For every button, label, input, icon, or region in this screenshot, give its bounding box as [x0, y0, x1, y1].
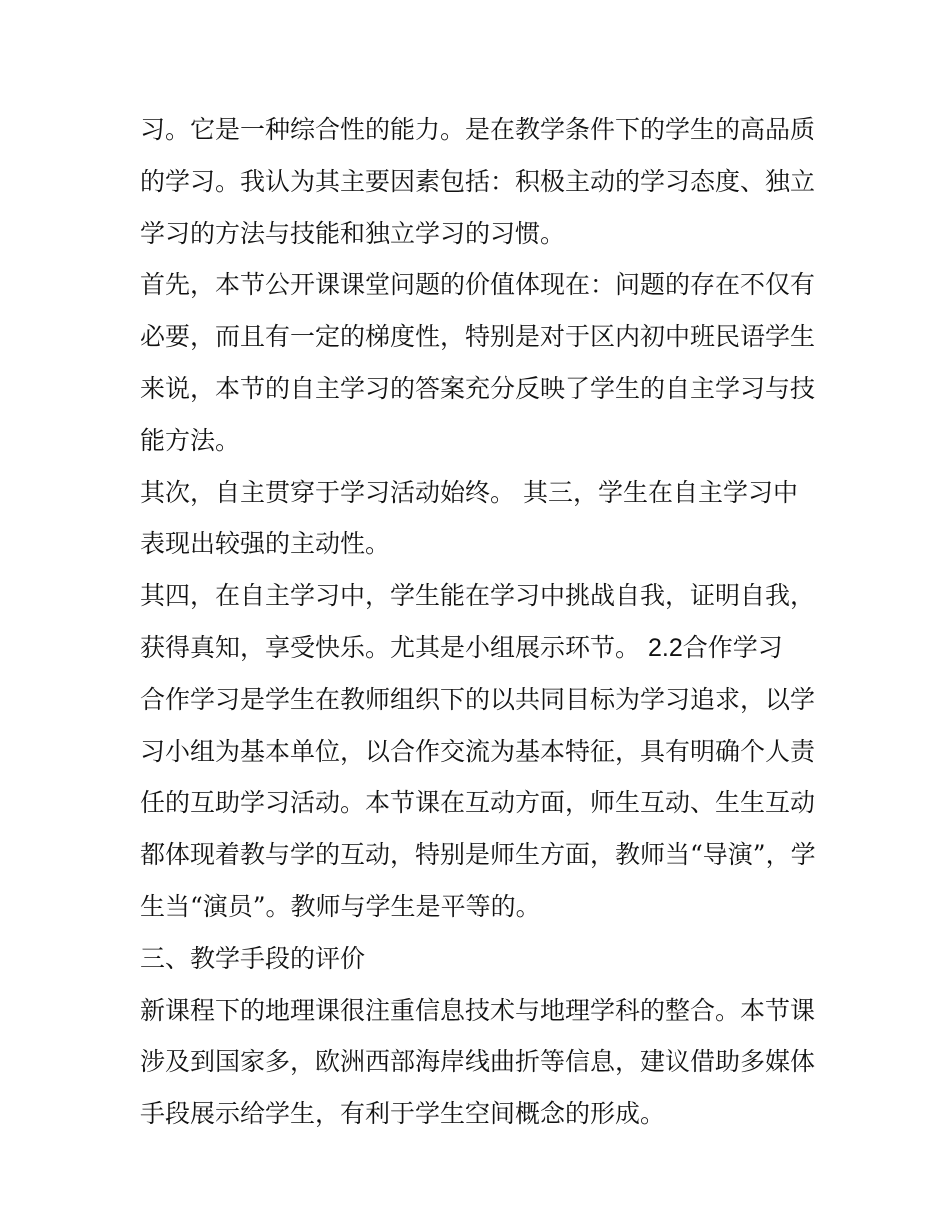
- text-line: 学习的方法与技能和独立学习的习惯。: [140, 218, 566, 248]
- text-line: 手段展示给学生，有利于学生空间概念的形成。: [140, 1099, 666, 1129]
- section-heading: 三、教学手段的评价: [140, 943, 366, 973]
- text-line: 其次，自主贯穿于学习活动始终。 其三，学生在自主学习中: [140, 477, 798, 507]
- text-line: 新课程下的地理课很注重信息技术与地理学科的整合。本节课: [140, 995, 816, 1025]
- document-body: [140, 104, 830, 1140]
- text-line: 任的互助学习活动。本节课在互动方面，师生互动、生生互动: [140, 788, 816, 818]
- text-line-with-heading: [140, 622, 830, 674]
- section-number: 2.2: [647, 633, 683, 662]
- text-line: 其四，在自主学习中，学生能在学习中挑战自我，证明自我，: [140, 581, 816, 611]
- section-title: 合作学习: [682, 632, 783, 662]
- text-line: 涉及到国家多，欧洲西部海岸线曲折等信息，建议借助多媒体: [140, 1047, 816, 1077]
- text-line: 首先，本节公开课课堂问题的价值体现在：问题的存在不仅有: [140, 270, 816, 300]
- text-line: 的学习。我认为其主要因素包括：积极主动的学习态度、独立: [140, 166, 816, 196]
- text-fragment: 获得真知，享受快乐。尤其是小组展示环节。: [140, 632, 641, 662]
- text-line: 都体现着教与学的互动，特别是师生方面，教师当“导演”，学: [140, 840, 816, 870]
- text-line: 表现出较强的主动性。: [140, 529, 391, 559]
- text-line: 生当“演员”。教师与学生是平等的。: [140, 891, 541, 921]
- text-line: 习小组为基本单位，以合作交流为基本特征，具有明确个人责: [140, 736, 816, 766]
- text-line: 必要，而且有一定的梯度性，特别是对于区内初中班民语学生: [140, 322, 816, 352]
- text-line: 习。它是一种综合性的能力。是在教学条件下的学生的高品质: [140, 115, 816, 144]
- text-line: 能方法。: [140, 425, 241, 455]
- text-line: 合作学习是学生在教师组织下的以共同目标为学习追求，以学: [140, 684, 816, 714]
- text-line: 来说，本节的自主学习的答案充分反映了学生的自主学习与技: [140, 373, 816, 403]
